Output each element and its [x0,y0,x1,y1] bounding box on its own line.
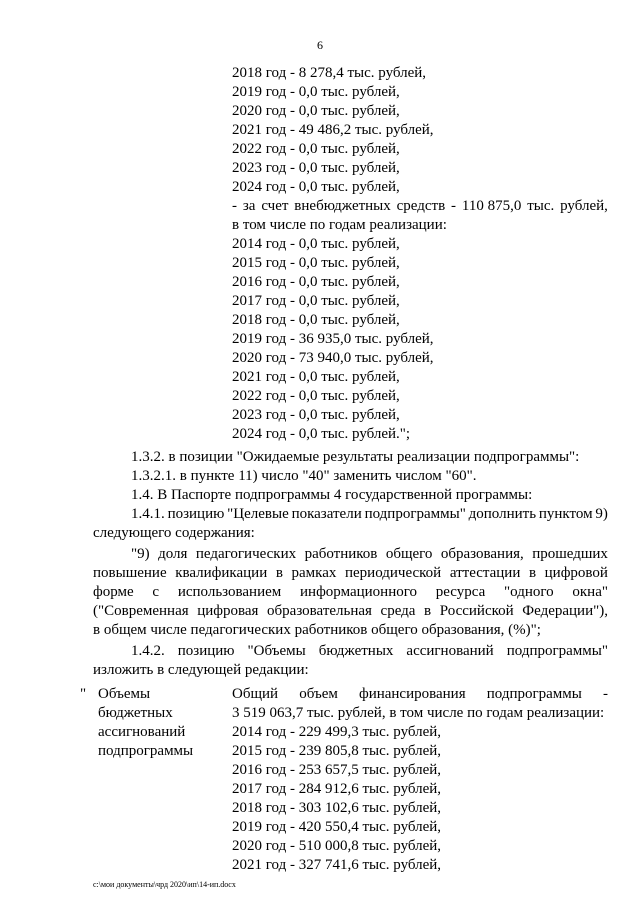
word: доля [158,546,188,562]
word: пунктом [538,506,593,522]
table-total-line-2: 3 519 063,7 тыс. рублей, в том числе по годам реализации: [232,705,605,721]
list-item: 2019 год - 36 935,0 тыс. рублей, [232,331,434,347]
word: - [232,198,237,214]
item-9-line-2 [93,564,608,582]
table-total-line [232,685,608,703]
word: в [424,603,432,619]
word: прошедших [532,546,608,562]
list-item: 2020 год - 73 940,0 тыс. рублей, [232,350,434,366]
word: ассигнований [406,643,494,659]
word: рублей, [560,198,608,214]
list-item: 2014 год - 229 499,3 тыс. рублей, [232,724,442,740]
table-left-cell-line: ассигнований [98,724,186,740]
list-item: 2021 год - 327 741,6 тыс. рублей, [232,857,442,873]
word: с [152,584,160,600]
word: - [451,198,457,214]
list-item: 2023 год - 0,0 тыс. рублей, [232,407,400,423]
list-item: 2015 год - 239 805,8 тыс. рублей, [232,743,442,759]
word: рамках [291,565,337,581]
item-9-line-5: в общем числе педагогических работников общего образования, (%)"; [93,622,541,638]
list-item: 2019 год - 0,0 тыс. рублей, [232,84,400,100]
word: бюджетных [318,643,394,659]
footer-file-path: c:\мои документы\чрд 2020\ип\14-ип.docx [93,880,236,889]
item-9-line-3 [93,583,608,601]
word: "Целевые [227,506,289,522]
list-item: 2014 год - 0,0 тыс. рублей, [232,236,400,252]
paragraph-1-4-2-line-2: изложить в следующей редакции: [93,662,309,678]
word: объем [299,686,338,702]
word: ресурса [435,584,486,600]
word: цифровой [544,565,608,581]
list-item: 2017 год - 0,0 тыс. рублей, [232,293,400,309]
list-item: 2024 год - 0,0 тыс. рублей, [232,179,400,195]
word: в [528,565,537,581]
word: использованием [177,584,282,600]
word: работников [304,546,378,562]
word: образовательная [267,603,372,619]
word: повышение [93,565,167,581]
word: внебюджетных [294,198,391,214]
extrabudget-line [232,197,608,215]
word: 110 875,0 [461,198,522,214]
item-9-line-4 [93,602,608,620]
word: тыс. [527,198,555,214]
word: аттестации [449,565,521,581]
word: "9) [131,546,150,562]
list-item: 2024 год - 0,0 тыс. рублей."; [232,426,411,442]
word: квалификации [175,565,268,581]
word: образования, [440,546,524,562]
list-item: 2018 год - 8 278,4 тыс. рублей, [232,65,427,81]
word: позицию [167,506,225,522]
word: информационного [300,584,417,600]
word: ("Современная [93,603,189,619]
table-opening-quote: " [80,686,87,702]
word: подпрограммы [486,686,582,702]
word: за [242,198,256,214]
word: цифровая [197,603,259,619]
word: общего [385,546,433,562]
word: средств [396,198,446,214]
list-item: 2017 год - 284 912,6 тыс. рублей, [232,781,442,797]
word: периодической [344,565,442,581]
word: в [275,565,283,581]
word: Федерации"), [522,603,608,619]
word: финансирования [358,686,466,702]
page-number: 6 [317,38,323,52]
word: счет [261,198,289,214]
word: позицию [177,643,235,659]
word: 1.4.2. [131,643,165,659]
list-item: 2016 год - 0,0 тыс. рублей, [232,274,400,290]
table-left-cell-line: подпрограммы [98,743,194,759]
word: показатели [291,506,362,522]
list-item: 2021 год - 49 486,2 тыс. рублей, [232,122,434,138]
extrabudget-line-2: в том числе по годам реализации: [232,217,447,233]
word: 9) [595,506,608,522]
list-item: 2018 год - 303 102,6 тыс. рублей, [232,800,442,816]
word: - [602,686,608,702]
list-item: 2020 год - 510 000,8 тыс. рублей, [232,838,442,854]
paragraph-1-4-2 [131,642,608,660]
word: подпрограммы" [364,506,466,522]
paragraph-1-3-2: 1.3.2. в позиции "Ожидаемые результаты реализации подпрограммы": [131,449,580,465]
list-item: 2016 год - 253 657,5 тыс. рублей, [232,762,442,778]
word: "одного [504,584,554,600]
table-left-cell-line: бюджетных [98,705,173,721]
list-item: 2021 год - 0,0 тыс. рублей, [232,369,400,385]
list-item: 2023 год - 0,0 тыс. рублей, [232,160,400,176]
word: 1.4.1. [131,506,165,522]
word: подпрограммы" [506,643,608,659]
list-item: 2020 год - 0,0 тыс. рублей, [232,103,400,119]
item-9-line-1 [131,545,608,563]
word: Российской [439,603,514,619]
word: Общий [232,686,279,702]
word: "Объемы [247,643,306,659]
word: дополнить [468,506,537,522]
list-item: 2022 год - 0,0 тыс. рублей, [232,388,400,404]
paragraph-1-4-1-line-2: следующего содержания: [93,525,255,541]
table-left-cell-line: Объемы [98,686,151,702]
list-item: 2018 год - 0,0 тыс. рублей, [232,312,400,328]
word: среда [380,603,416,619]
word: форме [93,584,134,600]
list-item: 2015 год - 0,0 тыс. рублей, [232,255,400,271]
paragraph-1-3-2-1: 1.3.2.1. в пункте 11) число "40" заменить числом "60". [131,468,477,484]
paragraph-1-4: 1.4. В Паспорте подпрограммы 4 государственной программы: [131,487,533,503]
paragraph-1-4-1 [131,505,608,523]
list-item: 2022 год - 0,0 тыс. рублей, [232,141,400,157]
list-item: 2019 год - 420 550,4 тыс. рублей, [232,819,442,835]
word: окна" [572,584,608,600]
word: педагогических [195,546,297,562]
